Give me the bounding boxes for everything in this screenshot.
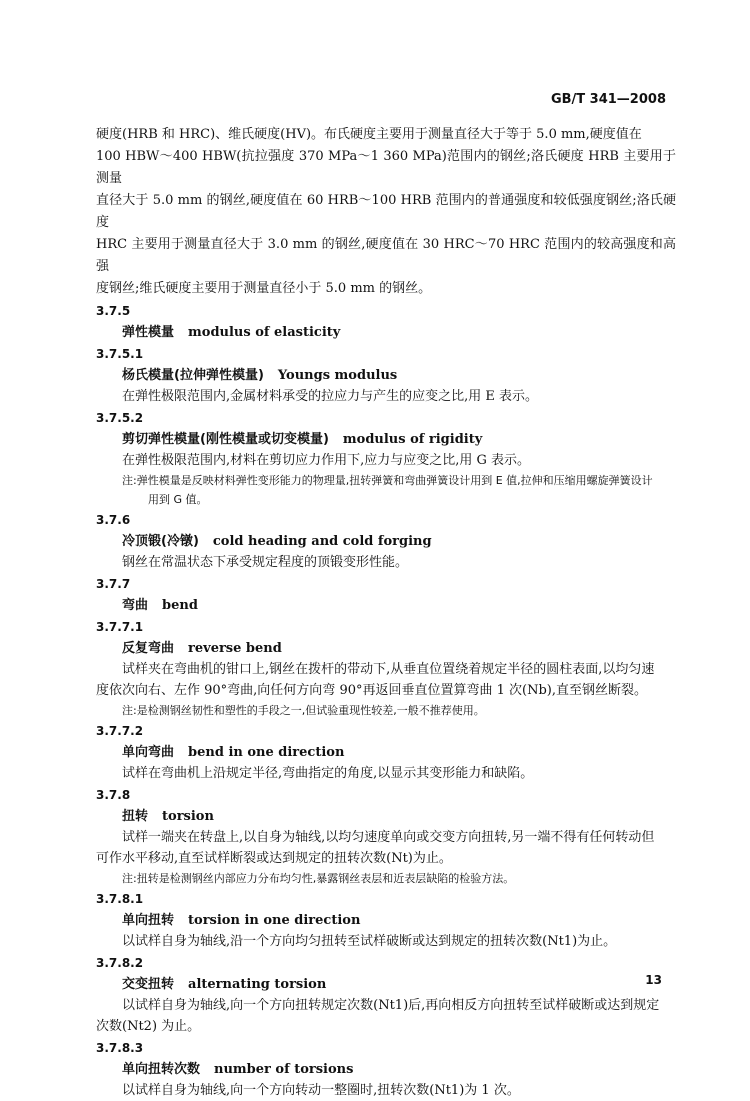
term-zh: 冷顶锻(冷镦) bbox=[122, 534, 199, 549]
note: 注:是检测钢丝韧性和塑性的手段之一,但试验重现性较差,一般不推荐使用。 bbox=[122, 704, 485, 717]
term-line bbox=[96, 1059, 676, 1080]
definition: 钢丝在常温状态下承受规定程度的顶锻变形性能。 bbox=[122, 555, 409, 570]
term-zh: 单向扭转次数 bbox=[122, 1062, 201, 1077]
term-en: bend in one direction bbox=[188, 745, 345, 760]
term-en: torsion in one direction bbox=[188, 913, 361, 928]
term-en: cold heading and cold forging bbox=[212, 534, 432, 549]
term-line bbox=[96, 638, 676, 659]
term-en: alternating torsion bbox=[188, 977, 327, 992]
clause-number: 3.7.7 bbox=[96, 577, 131, 591]
entry-3-7-7 bbox=[96, 574, 676, 616]
term-line bbox=[96, 322, 676, 343]
term-line bbox=[96, 595, 676, 616]
term-en: Youngs modulus bbox=[277, 368, 398, 383]
definition: 在弹性极限范围内,材料在剪切应力作用下,应力与应变之比,用 G 表示。 bbox=[122, 453, 531, 468]
term-en: reverse bend bbox=[188, 641, 282, 656]
note: 注:扭转是检测钢丝内部应力分布均匀性,暴露钢丝表层和近表层缺陷的检验方法。 bbox=[122, 872, 515, 885]
term-zh: 单向弯曲 bbox=[122, 745, 175, 760]
note-continuation: 用到 G 值。 bbox=[148, 493, 208, 506]
definition: 在弹性极限范围内,金属材料承受的拉应力与产生的应变之比,用 E 表示。 bbox=[122, 389, 539, 404]
term-zh: 弹性模量 bbox=[122, 325, 175, 340]
entry-3-7-7-2 bbox=[96, 721, 676, 784]
definition-continuation: 可作水平移动,直至试样断裂或达到规定的扭转次数(Nt)为止。 bbox=[96, 851, 452, 866]
document-body bbox=[96, 124, 676, 1101]
term-line bbox=[96, 429, 676, 450]
standard-number: GB/T 341—2008 bbox=[550, 92, 666, 107]
note: 注:弹性模量是反映材料弹性变形能力的物理量,扭转弹簧和弯曲弹簧设计用到 E 值,拉伸和压缩用螺旋弹簧设计 bbox=[122, 474, 653, 487]
clause-number: 3.7.7.1 bbox=[96, 620, 144, 634]
term-zh: 单向扭转 bbox=[122, 913, 175, 928]
term-zh: 扭转 bbox=[122, 809, 149, 824]
term-line bbox=[96, 806, 676, 827]
clause-number: 3.7.8.2 bbox=[96, 956, 144, 970]
text-line: 硬度(HRB 和 HRC)、维氏硬度(HV)。布氏硬度主要用于测量直径大于等于 5.0 mm,硬度值在 bbox=[96, 127, 642, 142]
entry-3-7-8-3 bbox=[96, 1038, 676, 1101]
clause-number: 3.7.5.1 bbox=[96, 347, 144, 361]
entry-3-7-6 bbox=[96, 510, 676, 573]
text-line: HRC 主要用于测量直径大于 3.0 mm 的钢丝,硬度值在 30 HRC～70 HRC 范围内的较高强度和高强 bbox=[96, 237, 676, 274]
entry-3-7-5-2 bbox=[96, 408, 676, 509]
term-zh: 剪切弹性模量(刚性模量或切变模量) bbox=[122, 432, 329, 447]
term-line bbox=[96, 974, 676, 995]
clause-number: 3.7.8.1 bbox=[96, 892, 144, 906]
definition-continuation: 度依次向右、左作 90°弯曲,向任何方向弯 90°再返回垂直位置算弯曲 1 次(Nb),直至钢丝断裂。 bbox=[96, 683, 647, 698]
text-line: 100 HBW～400 HBW(抗拉强度 370 MPa～1 360 MPa)范围内的钢丝;洛氏硬度 HRB 主要用于测量 bbox=[96, 149, 676, 186]
intro-paragraph bbox=[96, 124, 676, 300]
term-zh: 交变扭转 bbox=[122, 977, 175, 992]
term-line bbox=[96, 365, 676, 386]
term-en: torsion bbox=[162, 809, 214, 824]
term-en: bend bbox=[162, 598, 198, 613]
clause-number: 3.7.6 bbox=[96, 513, 131, 527]
entry-3-7-8-2 bbox=[96, 953, 676, 1037]
definition: 以试样自身为轴线,沿一个方向均匀扭转至试样破断或达到规定的扭转次数(Nt1)为止。 bbox=[122, 934, 617, 949]
term-zh: 杨氏模量(拉伸弹性模量) bbox=[122, 368, 264, 383]
definition: 以试样自身为轴线,向一个方向扭转规定次数(Nt1)后,再向相反方向扭转至试样破断或达到规定 bbox=[122, 998, 660, 1013]
term-en: number of torsions bbox=[214, 1062, 354, 1077]
term-line bbox=[96, 742, 676, 763]
clause-number: 3.7.5 bbox=[96, 304, 131, 318]
page-number: 13 bbox=[645, 973, 662, 987]
term-zh: 弯曲 bbox=[122, 598, 149, 613]
definition: 试样夹在弯曲机的钳口上,钢丝在拨杆的带动下,从垂直位置绕着规定半径的圆柱表面,以均匀速 bbox=[122, 662, 655, 677]
term-zh: 反复弯曲 bbox=[122, 641, 175, 656]
entry-3-7-8-1 bbox=[96, 889, 676, 952]
entry-3-7-5-1 bbox=[96, 344, 676, 407]
term-en: modulus of rigidity bbox=[342, 432, 483, 447]
entry-3-7-7-1 bbox=[96, 617, 676, 720]
term-en: modulus of elasticity bbox=[188, 325, 341, 340]
definition: 以试样自身为轴线,向一个方向转动一整圈时,扭转次数(Nt1)为 1 次。 bbox=[122, 1083, 520, 1098]
term-line bbox=[96, 910, 676, 931]
clause-number: 3.7.8.3 bbox=[96, 1041, 144, 1055]
clause-number: 3.7.8 bbox=[96, 788, 131, 802]
clause-number: 3.7.5.2 bbox=[96, 411, 144, 425]
definition: 试样一端夹在转盘上,以自身为轴线,以均匀速度单向或交变方向扭转,另一端不得有任何转动但 bbox=[122, 830, 655, 845]
entry-3-7-8 bbox=[96, 785, 676, 888]
text-line: 直径大于 5.0 mm 的钢丝,硬度值在 60 HRB～100 HRB 范围内的普通强度和较低强度钢丝;洛氏硬度 bbox=[96, 193, 676, 230]
entry-3-7-5 bbox=[96, 301, 676, 343]
definition: 试样在弯曲机上沿规定半径,弯曲指定的角度,以显示其变形能力和缺陷。 bbox=[122, 766, 534, 781]
term-line bbox=[96, 531, 676, 552]
definition-continuation: 次数(Nt2) 为止。 bbox=[96, 1019, 201, 1034]
clause-number: 3.7.7.2 bbox=[96, 724, 144, 738]
text-line: 度钢丝;维氏硬度主要用于测量直径小于 5.0 mm 的钢丝。 bbox=[96, 281, 432, 296]
